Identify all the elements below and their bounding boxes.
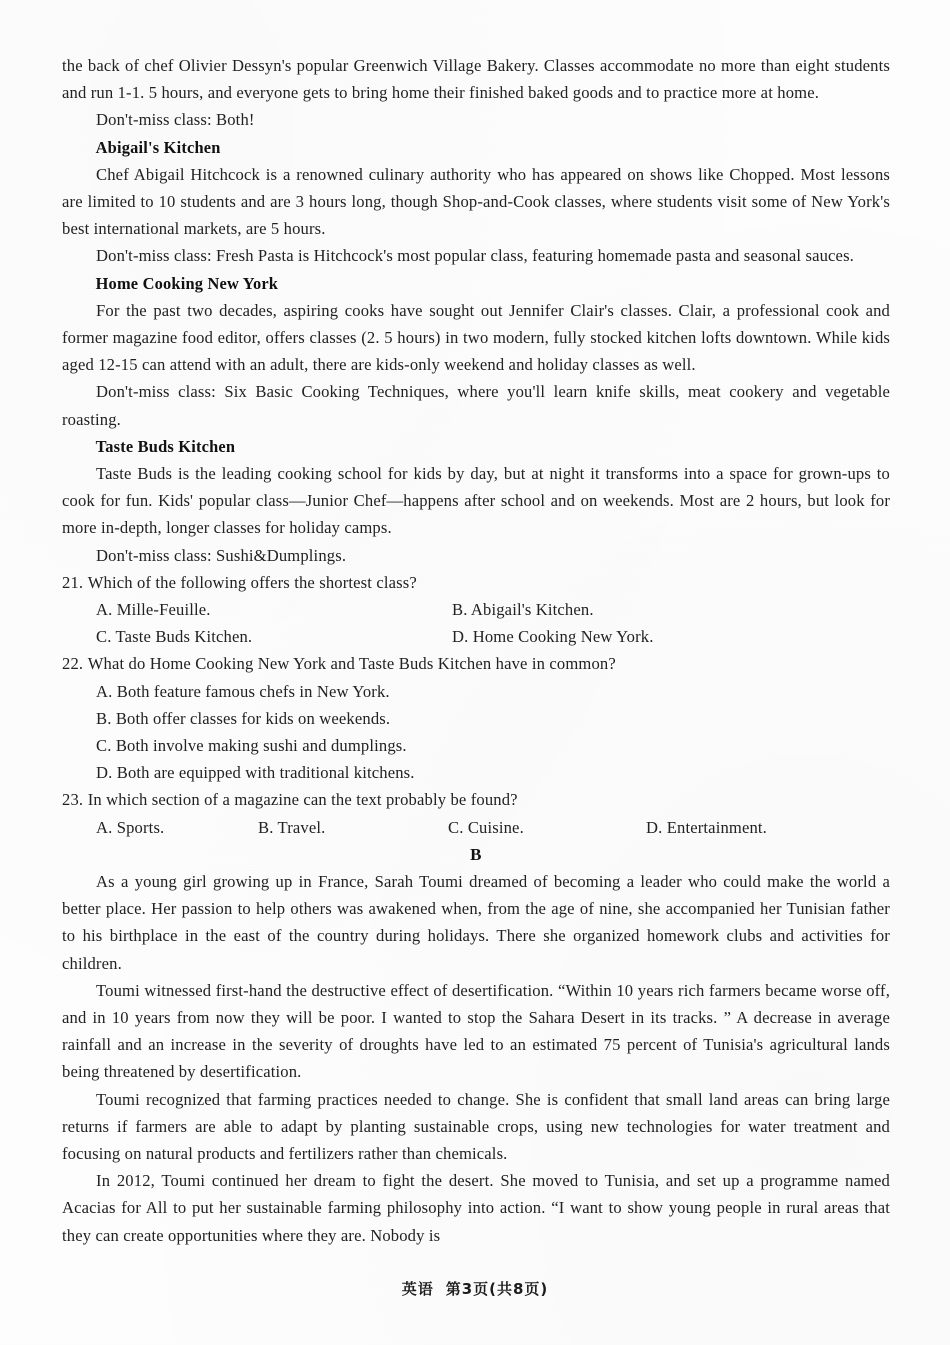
question-21-option-d[interactable]: D. Home Cooking New York. [452,627,654,647]
passage-b-paragraph-4: In 2012, Toumi continued her dream to fight the desert. She moved to Tunisia, and set up a programme named Acacias for All to put her sustainable farming philosophy into action. “I want to show young people in rural areas that they can create opportunities where they are. Nobody is [62,1171,890,1245]
question-22-option-c[interactable]: C. Both involve making sushi and dumplings. [96,736,407,756]
passage-b-paragraph-2: Toumi witnessed first-hand the destructive effect of desertification. “Within 10 years rich farmers became worse off, and in 10 years from now they will be poor. I wanted to stop the Sahara Desert in its tracks. ” A decrease in average rainfall and an increase in the severity of droughts have led to an estimated 75 percent of Tunisia's agricultural lands being threatened by desertification. [62,980,890,1082]
heading-taste-buds-kitchen: Taste Buds Kitchen [95,436,236,456]
paragraph-abigails-kitchen: Chef Abigail Hitchcock is a renowned culinary authority who has appeared on shows like Chopped. Most lessons are limited to 10 students and are 3 hours long, though Shop-and-Cook classes, where students visit some of New York's best international markets, are 5 hours. [62,164,890,239]
heading-home-cooking-new-york: Home Cooking New York [95,273,279,293]
question-23-number: 23. [62,790,84,810]
question-21-stem [62,569,890,596]
question-21-options-row-2 [62,623,890,650]
question-21-options-row-1 [62,596,890,623]
question-23-option-b[interactable]: B. Travel. [258,817,326,837]
paragraph-taste-buds-kitchen: Taste Buds is the leading cooking school for kids by day, but at night it transforms into a space for grown-ups to cook for fun. Kids' popular class—Junior Chef—happens after school and on weekends. Most are 2 hours, but look for more in-depth, longer classes for holiday camps. [62,464,890,538]
question-21-option-a[interactable]: A. Mille-Feuille. [96,600,211,620]
passage-b-paragraph-1: As a young girl growing up in France, Sarah Toumi dreamed of becoming a leader who could make the world a better place. Her passion to help others was awakened when, from the age of nine, she accompanied her Tunisian father to his birthplace in the east of the country during holidays. There she organized homework clubs and activities for children. [62,871,890,973]
question-22-option-d[interactable]: D. Both are equipped with traditional kitchens. [96,763,415,783]
page-content [62,52,890,1249]
footer-subject: 英语 [401,1280,434,1298]
footer-page-number: 第3页(共8页) [445,1280,549,1298]
question-22-number: 22. [62,654,84,674]
question-23-text: In which section of a magazine can the text probably be found? [87,790,518,810]
question-21-option-b[interactable]: B. Abigail's Kitchen. [452,600,594,620]
passage-a-continued-paragraph: the back of chef Olivier Dessyn's popular Greenwich Village Bakery. Classes accommodate no more than eight students and run 1-1. 5 hours, and everyone gets to bring home their finished baked goods and to practice more at home. [62,56,890,103]
question-23-option-c[interactable]: C. Cuisine. [448,817,524,837]
question-21-number: 21. [62,572,84,592]
question-22-options [62,678,890,787]
dont-miss-class-abigails-kitchen: Don't-miss class: Fresh Pasta is Hitchcock's most popular class, featuring homemade pasta and seasonal sauces. [96,246,854,266]
question-23-option-a[interactable]: A. Sports. [96,817,165,837]
passage-b-section-letter: B [470,844,482,864]
question-21-option-c[interactable]: C. Taste Buds Kitchen. [96,627,253,647]
question-21-text: Which of the following offers the shortest class? [87,572,417,592]
question-22-option-a[interactable]: A. Both feature famous chefs in New York. [96,681,390,701]
question-23-stem [62,786,890,813]
dont-miss-class-mille-feuille: Don't-miss class: Both! [96,110,255,130]
paragraph-home-cooking-new-york: For the past two decades, aspiring cooks have sought out Jennifer Clair's classes. Clair, a professional cook and former magazine food editor, offers classes (2. 5 hours) in two modern, fully stocked kitchen lofts downtown. While kids aged 12-15 can attend with an adult, there are kids-only weekend and holiday classes as well. [62,300,890,375]
question-23-option-d[interactable]: D. Entertainment. [646,817,767,837]
passage-b-paragraph-3: Toumi recognized that farming practices needed to change. She is confident that small land areas can bring large returns if farmers are able to adapt by planting sustainable crops, using new technologies for water treatment and focusing on natural products and fertilizers rather than chemicals. [62,1089,890,1163]
question-22-text: What do Home Cooking New York and Taste Buds Kitchen have in common? [87,654,616,674]
page-footer [0,1278,950,1299]
question-22-option-b[interactable]: B. Both offer classes for kids on weekends. [96,708,391,728]
heading-abigails-kitchen: Abigail's Kitchen [95,137,221,157]
question-22-stem [62,650,890,677]
dont-miss-class-home-cooking: Don't-miss class: Six Basic Cooking Techniques, where you'll learn knife skills, meat cookery and vegetable roasting. [62,382,890,429]
dont-miss-class-taste-buds: Don't-miss class: Sushi&Dumplings. [96,545,347,565]
question-23-options-row [62,814,890,841]
